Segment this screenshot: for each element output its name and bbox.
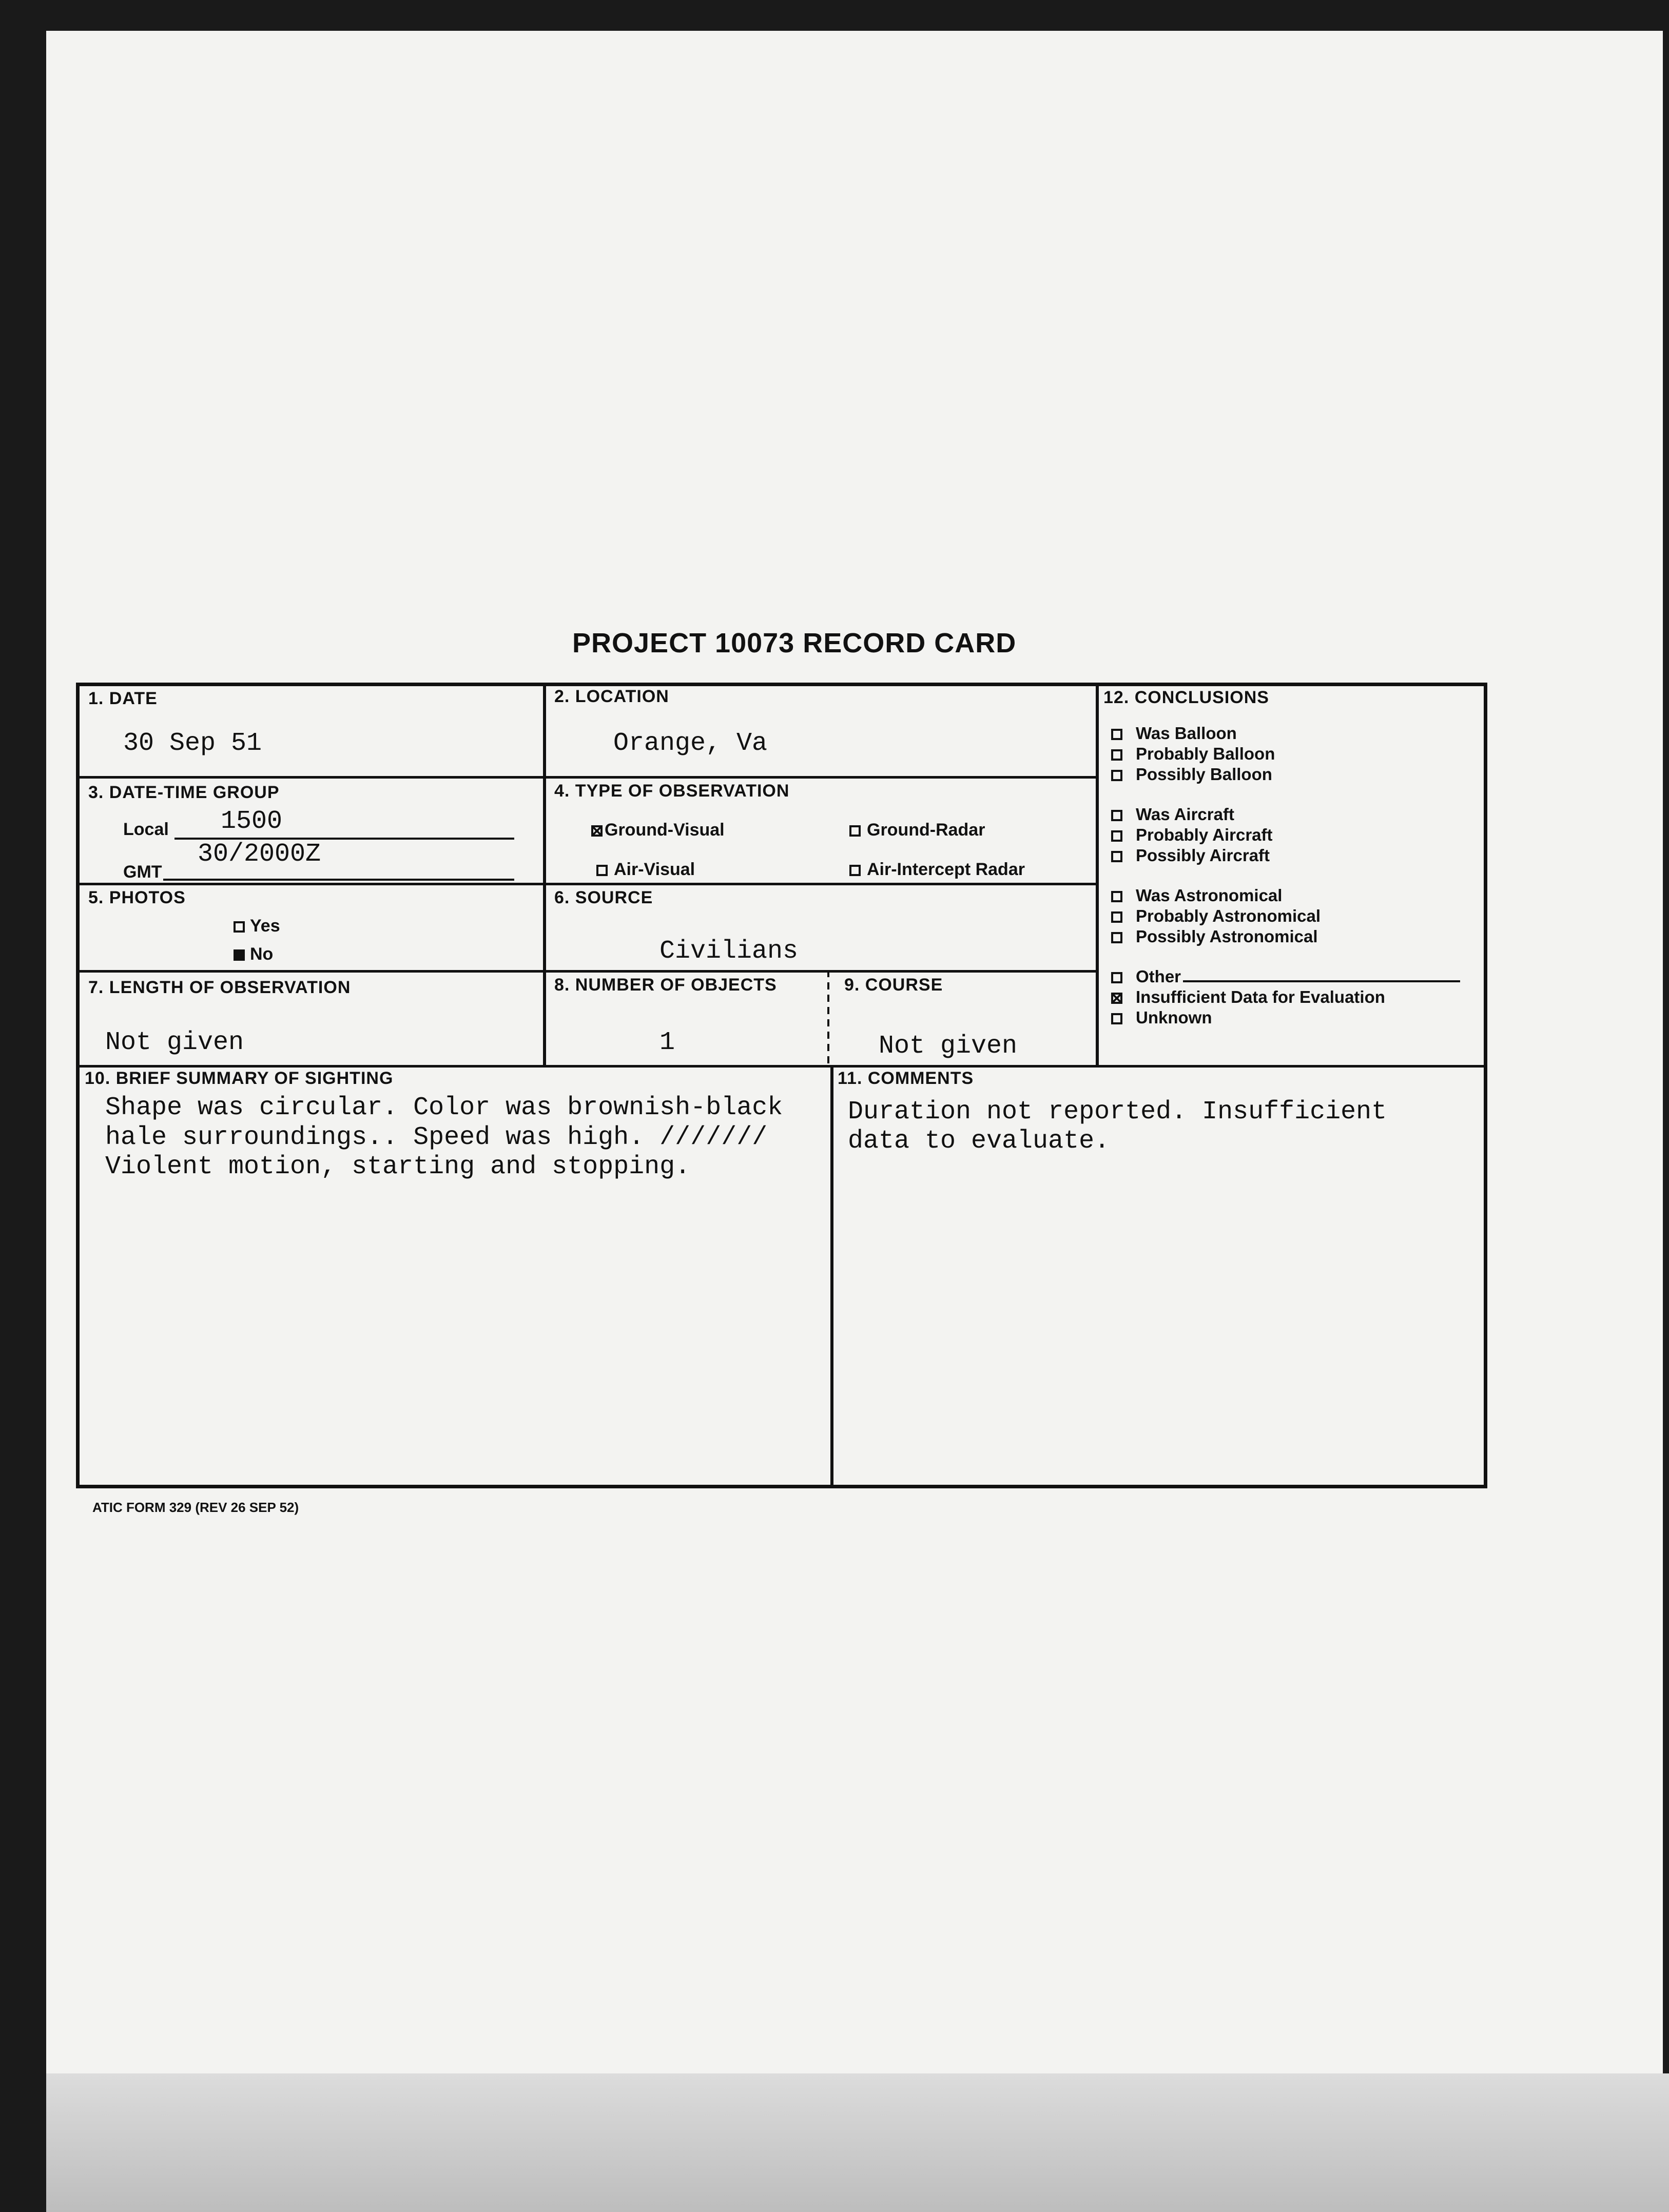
checkbox-icon (1111, 729, 1122, 740)
option-label: Air-Visual (614, 860, 695, 879)
conclusion-possibly-aircraft: Possibly Aircraft (1111, 846, 1486, 866)
option-air-visual (596, 860, 695, 880)
checkbox-icon (1111, 810, 1122, 821)
other-underline (1183, 980, 1460, 982)
gmt-value: 30/2000Z (198, 840, 321, 869)
form-footer: ATIC FORM 329 (REV 26 SEP 52) (92, 1500, 299, 1515)
checkbox-icon (1111, 972, 1122, 983)
checkbox-icon (1111, 749, 1122, 761)
summary-line: hale surroundings.. Speed was high. /////// (105, 1123, 768, 1152)
date-label: 1. DATE (88, 689, 158, 708)
option-label: Ground-Visual (605, 820, 725, 840)
location-value: Orange, Va (613, 729, 768, 758)
photos-no (234, 944, 273, 964)
checkbox-icon (596, 865, 608, 876)
location-label: 2. LOCATION (554, 687, 669, 706)
divider (76, 970, 1097, 973)
checkbox-icon (234, 921, 245, 933)
photos-label: 5. PHOTOS (88, 888, 186, 907)
divider (830, 1065, 833, 1488)
source-label: 6. SOURCE (554, 888, 653, 907)
course-label: 9. COURSE (844, 975, 943, 995)
objects-label: 8. NUMBER OF OBJECTS (554, 975, 777, 995)
checkbox-icon (1111, 891, 1122, 902)
comments-line: Duration not reported. Insufficient (848, 1097, 1387, 1127)
conclusion-was-balloon: Was Balloon (1111, 724, 1486, 744)
objects-value: 1 (659, 1028, 675, 1057)
checkbox-icon (849, 825, 861, 837)
checkbox-checked-icon (1111, 993, 1122, 1004)
conclusion-possibly-astronomical: Possibly Astronomical (1111, 927, 1486, 947)
date-value: 30 Sep 51 (123, 729, 262, 758)
divider (76, 1065, 1487, 1068)
photos-yes-label: Yes (250, 916, 280, 936)
length-label: 7. LENGTH OF OBSERVATION (88, 978, 351, 997)
paper-edge (46, 2073, 1669, 2212)
divider (76, 776, 1097, 779)
conclusion-probably-balloon: Probably Balloon (1111, 744, 1486, 765)
conclusion-insufficient-data: Insufficient Data for Evaluation (1111, 987, 1486, 1008)
photos-yes (234, 916, 280, 936)
comments-line: data to evaluate. (848, 1127, 1110, 1156)
checkbox-icon (1111, 1013, 1122, 1024)
divider (827, 970, 829, 1068)
checkbox-icon (1111, 851, 1122, 862)
conclusion-unknown: Unknown (1111, 1008, 1486, 1029)
photos-no-label: No (250, 944, 274, 964)
option-ground-radar (849, 820, 985, 840)
conclusion-was-astronomical: Was Astronomical (1111, 886, 1486, 906)
source-value: Civilians (659, 937, 799, 966)
local-label: Local (123, 820, 169, 839)
card-title: PROJECT 10073 RECORD CARD (572, 628, 1017, 658)
datetime-label: 3. DATE-TIME GROUP (88, 783, 280, 802)
comments-label: 11. COMMENTS (838, 1069, 974, 1088)
summary-line: Shape was circular. Color was brownish-black (105, 1093, 783, 1122)
conclusions-list (1111, 724, 1486, 1029)
conclusion-was-aircraft: Was Aircraft (1111, 805, 1486, 825)
checkbox-icon (849, 865, 861, 876)
observation-type-label: 4. TYPE OF OBSERVATION (554, 781, 790, 801)
option-label: Air-Intercept Radar (867, 860, 1025, 879)
gmt-label: GMT (123, 862, 162, 882)
divider (543, 683, 546, 1068)
option-ground-visual (591, 820, 725, 840)
conclusion-probably-astronomical: Probably Astronomical (1111, 906, 1486, 927)
local-value: 1500 (221, 807, 283, 836)
divider (76, 883, 1097, 885)
option-air-intercept-radar (849, 860, 1025, 880)
divider (1096, 683, 1099, 1068)
checkbox-icon (1111, 770, 1122, 781)
summary-label: 10. BRIEF SUMMARY OF SIGHTING (85, 1069, 394, 1088)
option-label: Ground-Radar (867, 820, 985, 840)
checkbox-icon (1111, 911, 1122, 923)
checkbox-icon (1111, 932, 1122, 943)
conclusion-probably-aircraft: Probably Aircraft (1111, 825, 1486, 846)
gmt-underline (163, 879, 514, 881)
conclusion-possibly-balloon: Possibly Balloon (1111, 765, 1486, 785)
checkbox-checked-icon (234, 949, 245, 961)
conclusions-label: 12. CONCLUSIONS (1103, 688, 1269, 707)
length-value: Not given (105, 1028, 244, 1057)
checkbox-checked-icon (591, 825, 603, 837)
summary-line: Violent motion, starting and stopping. (105, 1152, 691, 1181)
course-value: Not given (879, 1032, 1018, 1061)
conclusion-other: Other (1111, 967, 1486, 987)
checkbox-icon (1111, 830, 1122, 842)
